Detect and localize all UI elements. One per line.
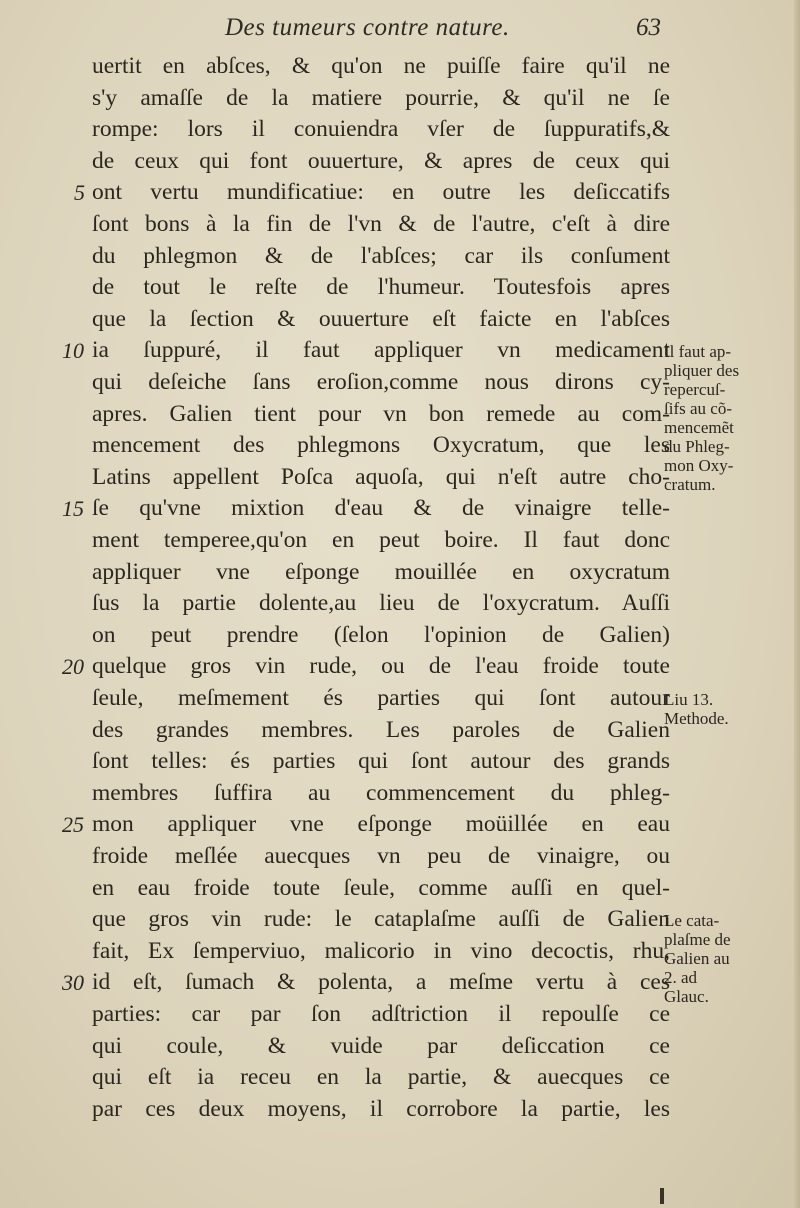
text-line: on peut prendre (ſelon l'opinion de Galien)	[92, 621, 670, 648]
margin-note-line: Methode.	[664, 709, 729, 728]
text-line: parties: car par ſon adſtriction il repoulſe ce	[92, 1001, 670, 1027]
text-line: du phlegmon & de l'abſces; car ils conſument	[92, 242, 670, 269]
text-line: ſont bons à la fin de l'vn & de l'autre, c'eſt à dire	[92, 211, 670, 237]
margin-note-line: 2. ad	[664, 968, 698, 988]
text-line: ment temperee,qu'on en peut boire. Il faut donc	[92, 527, 670, 553]
page-number: 63	[636, 14, 661, 41]
margin-note-line: cratum.	[664, 475, 716, 495]
margin-note	[664, 911, 794, 1006]
text-line: ia ſuppuré, il faut appliquer vn medicament	[92, 337, 670, 364]
line-number: 30	[62, 970, 84, 996]
running-title: Des tumeurs contre nature.	[225, 14, 510, 41]
text-line: appliquer vne eſponge mouillée en oxycratum	[92, 558, 670, 585]
text-line: en eau froide toute ſeule, comme auſſi en quel-	[92, 874, 670, 901]
text-line: Latins appellent Poſca aquoſa, qui n'eſt autre cho-	[92, 463, 670, 490]
margin-note	[664, 690, 794, 728]
margin-note-line: Il faut ap-	[664, 342, 732, 362]
page-edge	[794, 0, 800, 1208]
line-number: 15	[62, 496, 84, 522]
text-line: uertit en abſces, & qu'on ne puiſſe faire qu'il ne	[92, 53, 670, 79]
text-line: froide meſlée auecques vn peu de vinaigre, ou	[92, 843, 670, 869]
margin-note-line: du Phleg-	[664, 437, 730, 457]
margin-note-line: Le cata-	[664, 911, 720, 931]
text-line: que gros vin rude: le cataplaſme auſſi de Galien	[92, 906, 670, 933]
margin-note-line: mencemẽt	[664, 418, 734, 438]
text-line: rompe: lors il conuiendra vſer de ſuppuratifs,&	[92, 116, 670, 143]
text-line: qui deſeiche ſans eroſion,comme nous dirons cy-	[92, 369, 670, 395]
running-header	[0, 14, 800, 50]
line-number: 20	[62, 654, 84, 680]
line-number: 10	[62, 338, 84, 364]
text-line: id eſt, ſumach & polenta, a meſme vertu à ces	[92, 969, 670, 996]
margin-note-line: ſifs au cõ-	[664, 399, 732, 419]
text-line: par ces deux moyens, il corrobore la partie, les	[92, 1095, 670, 1122]
margin-note-line: Glauc.	[664, 987, 709, 1007]
line-number: 5	[74, 180, 85, 206]
line-number: 25	[62, 812, 84, 838]
margin-note-line: Galien au	[664, 949, 730, 969]
text-line: apres. Galien tient pour vn bon remede au com-	[92, 400, 670, 427]
margin-note-line: mon Oxy-	[664, 456, 734, 476]
margin-note-line: Liu 13.	[664, 690, 714, 709]
margin-note	[664, 342, 794, 494]
text-line: quelque gros vin rude, ou de l'eau froide toute	[92, 653, 670, 680]
margin-note-line: plaſme de	[664, 930, 731, 950]
text-line: fait, Ex ſemperviuo, malicorio in vino decoctis, rhu,	[92, 937, 670, 964]
text-line: ſont telles: és parties qui ſont autour des grands	[92, 748, 670, 775]
margin-note-line: pliquer des	[664, 361, 740, 381]
text-line: membres ſuffira au commencement du phleg-	[92, 779, 670, 806]
ink-mark	[660, 1188, 664, 1204]
text-line: ſe qu'vne mixtion d'eau & de vinaigre telle-	[92, 495, 670, 522]
text-line: de tout le reſte de l'humeur. Toutesfois apres	[92, 274, 670, 301]
text-line: ſus la partie dolente,au lieu de l'oxycratum. Auſſi	[92, 590, 670, 617]
text-line: mon appliquer vne eſponge moüillée en eau	[92, 811, 670, 838]
text-line: que la ſection & ouuerture eſt faicte en l'abſces	[92, 305, 670, 332]
text-line: ſeule, meſmement és parties qui ſont autour	[92, 685, 670, 711]
text-line: mencement des phlegmons Oxycratum, que les	[92, 432, 670, 459]
margin-note-line: repercuſ-	[664, 380, 726, 400]
text-line: qui eſt ia receu en la partie, & auecques ce	[92, 1064, 670, 1091]
text-line: de ceux qui font ouuerture, & apres de ceux qui	[92, 147, 670, 174]
text-line: ont vertu mundificatiue: en outre les deſiccatifs	[92, 179, 670, 206]
text-line: des grandes membres. Les paroles de Galien	[92, 716, 670, 743]
text-line: s'y amaſſe de la matiere pourrie, & qu'il ne ſe	[92, 84, 670, 111]
text-line: qui coule, & vuide par deſiccation ce	[92, 1032, 670, 1059]
